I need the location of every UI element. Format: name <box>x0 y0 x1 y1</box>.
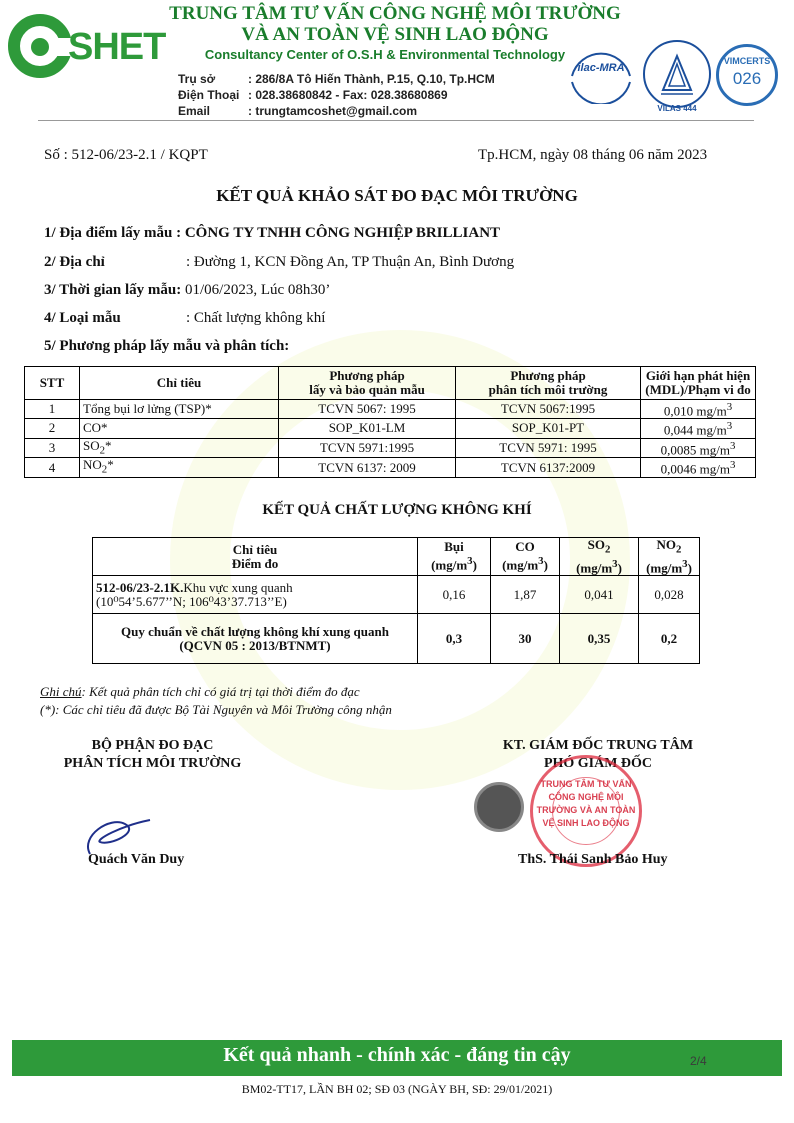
row-mdl <box>641 400 756 419</box>
col-dust-end: ) <box>472 557 477 573</box>
standard-co: 30 <box>491 614 560 664</box>
row-stt: 1 <box>25 400 80 419</box>
col-co-name: CO <box>515 539 535 555</box>
doc-date: Tp.HCM, ngày 08 tháng 06 năm 2023 <box>478 147 708 163</box>
row-sampling: TCVN 5067: 1995 <box>279 400 456 419</box>
header-sampling-l1: Phương pháp <box>329 368 405 383</box>
results-table <box>92 537 700 664</box>
result-point <box>93 576 418 614</box>
header-analysis-l1: Phương pháp <box>510 368 586 383</box>
standard-so2: 0,35 <box>560 614 639 664</box>
result-co: 1,87 <box>491 576 560 614</box>
email-value: : trungtamcoshet@gmail.com <box>248 104 418 118</box>
row-stt: 3 <box>25 438 80 458</box>
field3-value: 01/06/2023, Lúc 08h30’ <box>184 282 331 298</box>
result-so2: 0,041 <box>560 576 639 614</box>
field2-label: 2/ Địa chỉ <box>44 254 105 270</box>
row-stt: 2 <box>25 419 80 438</box>
results-header-metric <box>93 538 418 576</box>
phone-value: : 028.38680842 - Fax: 028.38680869 <box>248 88 448 102</box>
note-line2: (*): Các chỉ tiêu đã được Bộ Tài Nguyên và Môi Trường công nhận <box>40 702 392 717</box>
field3-label: 3/ Thời gian lấy mẫu: <box>44 282 182 298</box>
col-no2-sup: 3 <box>682 557 688 570</box>
row-sampling: TCVN 6137: 2009 <box>279 458 456 478</box>
logo-dot <box>31 38 49 56</box>
field5-label: 5/ Phương pháp lấy mẫu và phân tích: <box>44 338 290 354</box>
address-value: : 286/8A Tô Hiến Thành, P.15, Q.10, Tp.HCM <box>248 72 495 86</box>
note-label: Ghi chú <box>40 684 82 699</box>
header-metric: Chỉ tiêu <box>80 367 279 400</box>
header-sampling <box>279 367 456 400</box>
header-stt: STT <box>25 367 80 400</box>
left-sign-title1: BỘ PHẬN ĐO ĐẠC <box>91 738 214 753</box>
methods-header-row <box>25 367 756 400</box>
row-metric-sub: 2 <box>101 463 108 476</box>
col-so2-name: SO <box>587 537 605 553</box>
ilac-label: ilac-MRA <box>577 62 625 74</box>
row-metric-tail: * <box>107 457 114 473</box>
table-row <box>25 438 756 458</box>
col-so2 <box>560 538 639 576</box>
header-mdl-l2: (MDL)/Phạm vi đo <box>645 382 751 397</box>
header-mdl-l1: Giới hạn phát hiện <box>645 368 751 383</box>
bureau-accreditation-icon <box>643 40 711 108</box>
standard-no2: 0,2 <box>639 614 700 664</box>
col-no2-unit: (mg/m <box>646 559 683 575</box>
center-seal-icon <box>474 782 524 832</box>
row-metric-sub: 2 <box>99 444 106 457</box>
row-metric: Tổng bụi lơ lửng (TSP)* <box>80 400 279 419</box>
row-sampling: TCVN 5971:1995 <box>279 438 456 458</box>
row-metric-name: NO <box>83 457 102 473</box>
row-mdl <box>641 438 756 458</box>
org-name-line2: VÀ AN TOÀN VỆ SINH LAO ĐỘNG <box>241 24 549 45</box>
result-no2: 0,028 <box>639 576 700 614</box>
contact-phone <box>178 88 448 102</box>
col-co-sup: 3 <box>538 555 544 568</box>
field1-label: 1/ Địa điểm lấy mẫu <box>44 225 173 241</box>
row-metric <box>80 438 279 458</box>
row-mdl-value: 0,010 mg/m <box>663 403 727 419</box>
field1-value: : CÔNG TY TNHH CÔNG NGHIỆP BRILLIANT <box>176 225 501 241</box>
contact-address <box>178 72 495 86</box>
col-co-end: ) <box>543 557 548 573</box>
col-so2-sup: 3 <box>612 557 618 570</box>
header-mdl <box>641 367 756 400</box>
row-analysis: SOP_K01-PT <box>456 419 641 438</box>
col-so2-sub: 2 <box>604 543 611 556</box>
row-analysis: TCVN 6137:2009 <box>456 458 641 478</box>
org-name-english: Consultancy Center of O.S.H & Environmental Technology <box>204 47 566 62</box>
row-sampling: SOP_K01-LM <box>279 419 456 438</box>
row-stt: 4 <box>25 458 80 478</box>
vilas-label: VILAS 444 <box>657 104 697 113</box>
address-label: Trụ sở <box>178 72 216 86</box>
row-metric: CO* <box>80 419 279 438</box>
page-number: 2/4 <box>690 1054 707 1068</box>
results-title: KẾT QUẢ CHẤT LƯỢNG KHÔNG KHÍ <box>262 502 532 518</box>
row-mdl-sup: 3 <box>726 401 733 413</box>
result-point-name: Khu vực xung quanh <box>183 579 293 595</box>
header-sampling-l2: lấy và bảo quản mẫu <box>309 382 425 397</box>
org-name-line1: TRUNG TÂM TƯ VẤN CÔNG NGHỆ MÔI TRƯỜNG <box>169 3 621 24</box>
col-co-unit: (mg/m <box>502 557 539 573</box>
col-no2-name: NO <box>656 537 677 553</box>
result-dust: 0,16 <box>418 576 491 614</box>
standard-label-l1: Quy chuẩn về chất lượng không khí xung quanh <box>121 623 389 639</box>
header-analysis <box>456 367 641 400</box>
row-mdl-sup: 3 <box>726 420 733 433</box>
right-sign-name: ThS. Thái Sanh Bảo Huy <box>518 852 668 867</box>
vimcerts-label: VIMCERTS <box>723 56 771 66</box>
footer-slogan: Kết quả nhanh - chính xác - đáng tin cậy <box>223 1044 571 1066</box>
left-sign-name: Quách Văn Duy <box>88 852 185 867</box>
col-so2-unit: (mg/m <box>576 559 613 575</box>
standard-label-l2: (QCVN 05 : 2013/BTNMT) <box>179 637 331 653</box>
col-no2-end: ) <box>687 559 692 575</box>
col-co <box>491 538 560 576</box>
note-text1: : Kết quả phân tích chỉ có giá trị tại thời điểm đo đạc <box>81 684 360 699</box>
field2-value: : Đường 1, KCN Đồng An, TP Thuận An, Bình Dương <box>186 254 515 270</box>
methods-table <box>24 366 756 478</box>
row-mdl-sup: 3 <box>729 459 736 472</box>
row-mdl-value: 0,044 mg/m <box>663 422 727 438</box>
table-row <box>93 614 700 664</box>
row-analysis: TCVN 5971: 1995 <box>456 438 641 458</box>
col-dust <box>418 538 491 576</box>
results-header-metric-l1: Chỉ tiêu <box>232 541 278 557</box>
right-sign-title2: PHÓ GIÁM ĐỐC <box>543 756 653 771</box>
table-row <box>25 458 756 478</box>
table-row <box>25 400 756 419</box>
email-label: Email <box>178 104 211 118</box>
col-no2 <box>639 538 700 576</box>
row-mdl <box>641 458 756 478</box>
phone-label: Điện Thoại <box>178 88 240 102</box>
results-header-metric-l2: Điểm đo <box>231 555 279 571</box>
row-mdl-value: 0,0046 mg/m <box>660 461 730 477</box>
table-row <box>93 576 700 614</box>
row-mdl-sup: 3 <box>729 439 736 452</box>
note-line1 <box>40 684 360 700</box>
col-so2-end: ) <box>617 559 622 575</box>
result-point-code: 512-06/23-2.1K. <box>96 579 184 595</box>
table-row <box>25 419 756 438</box>
results-header-row <box>93 538 700 576</box>
row-mdl-value: 0,0085 mg/m <box>660 442 730 458</box>
row-metric <box>80 458 279 478</box>
result-point-coord: (10⁰54’5.677’’N; 106⁰43’37.713’’E) <box>96 593 287 609</box>
col-dust-sup: 3 <box>467 555 473 568</box>
contact-email <box>178 104 417 118</box>
col-dust-unit: (mg/m <box>431 557 468 573</box>
row-metric-tail: * <box>105 437 112 453</box>
vimcerts-number: 026 <box>732 69 762 88</box>
left-sign-title2: PHÂN TÍCH MÔI TRƯỜNG <box>63 756 242 771</box>
col-no2-sub: 2 <box>676 543 682 556</box>
header-analysis-l2: phân tích môi trường <box>488 382 608 397</box>
doc-title: KẾT QUẢ KHẢO SÁT ĐO ĐẠC MÔI TRƯỜNG <box>216 186 578 205</box>
field4-label: 4/ Loại mẫu <box>44 310 121 326</box>
logo-text: SHET <box>68 26 166 68</box>
stamp-text: TRUNG TÂM TƯ VẤN CÔNG NGHỆ MÔI TRƯỜNG VÀ AN TOÀN VỆ SINH LAO ĐỘNG <box>536 779 636 828</box>
form-code: BM02-TT17, LẦN BH 02; SĐ 03 (NGÀY BH, SĐ: 29/01/2021) <box>241 1082 553 1096</box>
field4-value: : Chất lượng không khí <box>186 310 326 326</box>
row-metric-name: SO <box>83 437 100 453</box>
col-dust-name: Bụi <box>444 539 464 555</box>
row-analysis: TCVN 5067:1995 <box>456 400 641 419</box>
header-divider <box>38 120 754 121</box>
right-sign-title1: KT. GIÁM ĐỐC TRUNG TÂM <box>502 738 694 753</box>
doc-number: Số : 512-06/23-2.1 / KQPT <box>44 147 208 163</box>
standard-dust: 0,3 <box>418 614 491 664</box>
ilac-mra-icon <box>566 48 636 104</box>
standard-label <box>93 614 418 664</box>
row-mdl <box>641 419 756 438</box>
